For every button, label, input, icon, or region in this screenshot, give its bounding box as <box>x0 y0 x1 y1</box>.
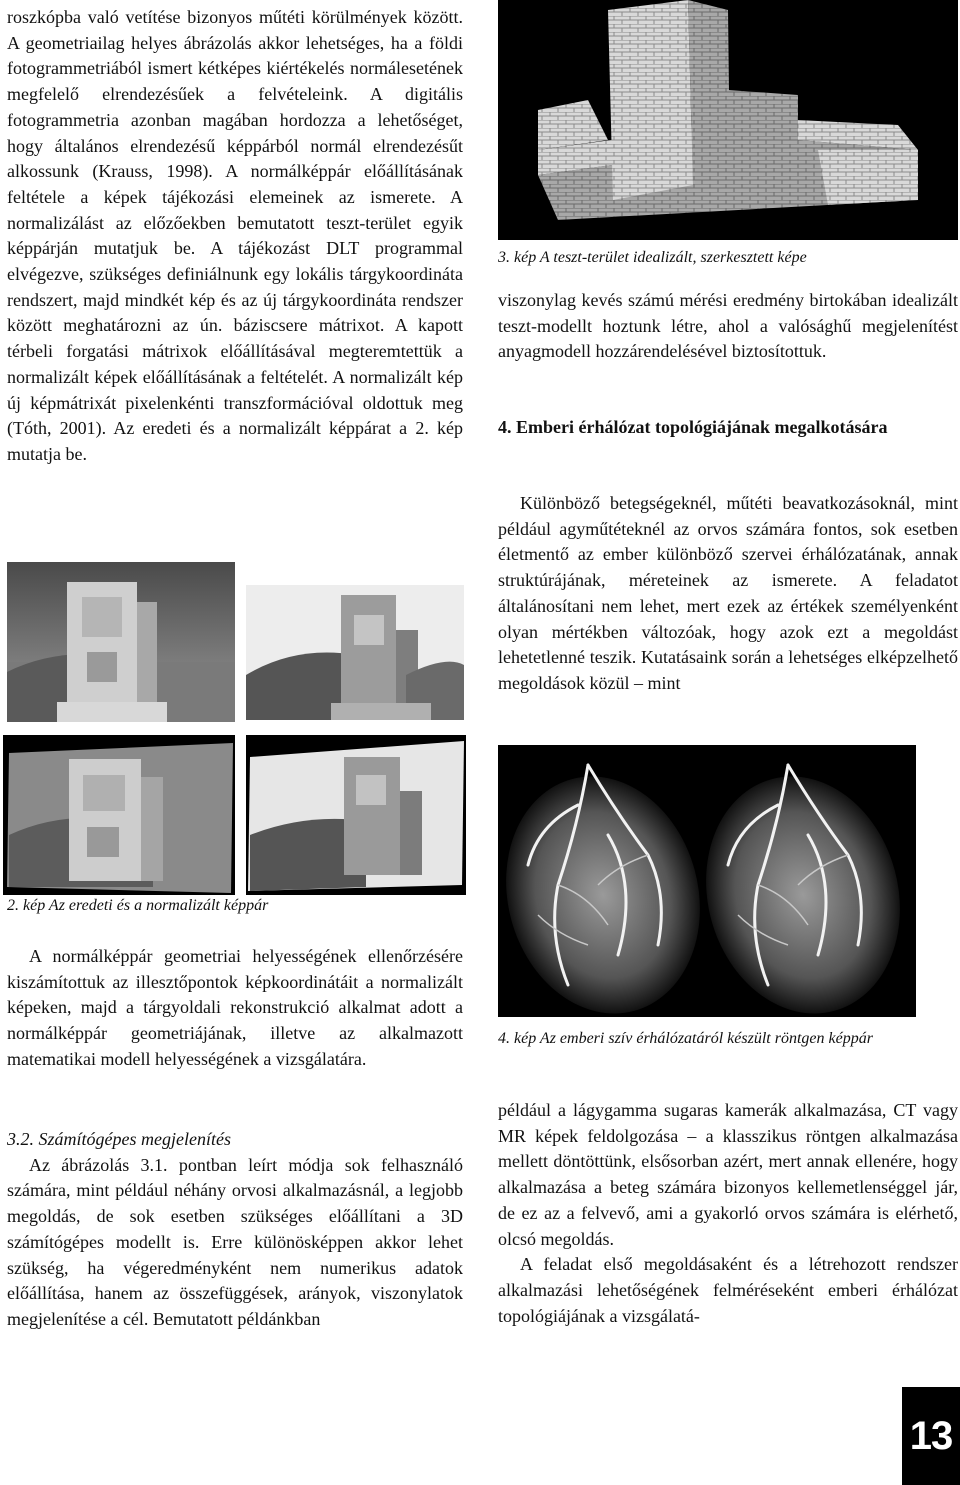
task-paragraph: A feladat első megoldásaként és a létrehozott rendszer alkalmazási lehetőségének felméréseként emberi érhálózat topológiájának a vizsgálatá- <box>498 1254 958 1326</box>
monument-photo-normalized-left <box>3 735 235 895</box>
monument-photo-original-left <box>7 562 235 722</box>
figure-2-original-left-photo <box>7 562 235 722</box>
monument-photo-normalized-right <box>246 735 466 895</box>
figure-3-caption: 3. kép A teszt-terület idealizált, szerkesztett képe <box>498 249 807 266</box>
heart-vessel-xray-pair <box>498 745 916 1017</box>
figure-3-image <box>498 0 958 240</box>
figure-2-normalized-left-photo <box>3 735 235 895</box>
figure-2-original-right-photo <box>246 585 464 720</box>
monument-photo-original-right <box>246 585 464 720</box>
check-paragraph: A normálképpár geometriai helyességének ellenőrzésére kiszámítottuk az illesztőpontok képkoordinátáit a normalizált képeken, majd a tárgyoldali rekonstrukció alkalmat adott a normálképpár geometriájának, illetve az alkalmazott matematikai modell helyességének a vizsgálatára. <box>7 946 463 1069</box>
section-4-title: 4. Emberi érhálózat topológiájának megalkotására <box>498 417 888 437</box>
idealized-monument-render <box>498 0 958 240</box>
subsection-title: 3.2. Számítógépes megjelenítés <box>7 1129 231 1149</box>
page-number: 13 <box>902 1387 960 1485</box>
figure-2-normalized-right-photo <box>246 735 466 895</box>
figure-4-image <box>498 745 916 1017</box>
figure-4-caption: 4. kép Az emberi szív érhálózatáról készült röntgen képpár <box>498 1030 873 1047</box>
figure-2-caption: 2. kép Az eredeti és a normalizált képpár <box>7 897 269 914</box>
model-paragraph: viszonylag kevés számú mérési eredmény birtokában idealizált teszt-modellt hoztunk létre, ahol a valósághű megjelenítést anyagmodell hozzárendelésével biztosítottuk. <box>498 290 958 362</box>
diseases-paragraph: Különböző betegségeknél, műtéti beavatkozásoknál, mint például agyműtéteknél az orvos számára fontos, sok esetben életmentő az ember különböző szervei érhálózatának, annak struktúrájának, méreteinek az ismerete. A feladatot általánosítani nem lehet, mert ezek az értékek személyenként olyan mértékben változóak, hogy azok ezt a megoldást lehetetlenné teszik. Kutatásaink során a lehetséges elképzelhető megoldások közül – mint <box>498 493 958 693</box>
display-paragraph: Az ábrázolás 3.1. pontban leírt módja sok felhasználó számára, mint például néhány orvosi alkalmazásnál, a legjobb megoldás, de sok esetben szükséges előállítani a 3D számítógépes modellt is. Erre különösképpen akkor lehet szükség, ha végeredményként nem numerikus adatok előállítása, hanem az összefüggések, arányok, viszonylatok megjelenítése a cél. Bemutatott példánkban <box>7 1154 463 1329</box>
xray-paragraph: például a lágygamma sugaras kamerák alkalmazása, CT vagy MR képek feldolgozása – a klasszikus röntgen alkalmazása mellett döntöttünk, elsősorban azért, mert annak ellenére, hogy alkalmazása a beteg számára bizonyos kellemetlenséggel jár, de ez az a felvevő, ami a gyakorló orvos számára is elérhető, olcsó megoldás. <box>498 1100 958 1249</box>
intro-paragraph: roszkópba való vetítése bizonyos műtéti körülmények között. A geometriailag helyes ábrázolás akkor lehetséges, ha a földi fotogrammetriából ismert kétképes kiértékelés normálesetének megfelelő elrendezésűek a felvételeink. A digitális fotogrammetria azonban magában hordozza a lehetőséget, hogy általános elrendezésű képpárból normál elrendezésűt alkossunk (Krauss, 1998). A normálképpár előállításának feltétele a képek tájékozási elemeinek az ismerete. A normalizálást az előzőekben bemutatott teszt-terület egyik képpárján mutatjuk be. A tájékozást DLT programmal elvégezve, szükséges definiálnunk egy lokális tárgykoordináta rendszert, majd mindkét kép és az új tárgykoordináta rendszer között meghatározni az ún. báziscsere mátrixot. A kapott térbeli forgatási mátrixok előállításával megteremtettük a normalizált képek előállításának a feltételét. A normalizált kép új képmátrixát pixelenkénti transzformációval oldottuk meg (Tóth, 2001). Az eredeti és a normalizált képpárat a 2. kép mutatja be. <box>7 7 463 464</box>
